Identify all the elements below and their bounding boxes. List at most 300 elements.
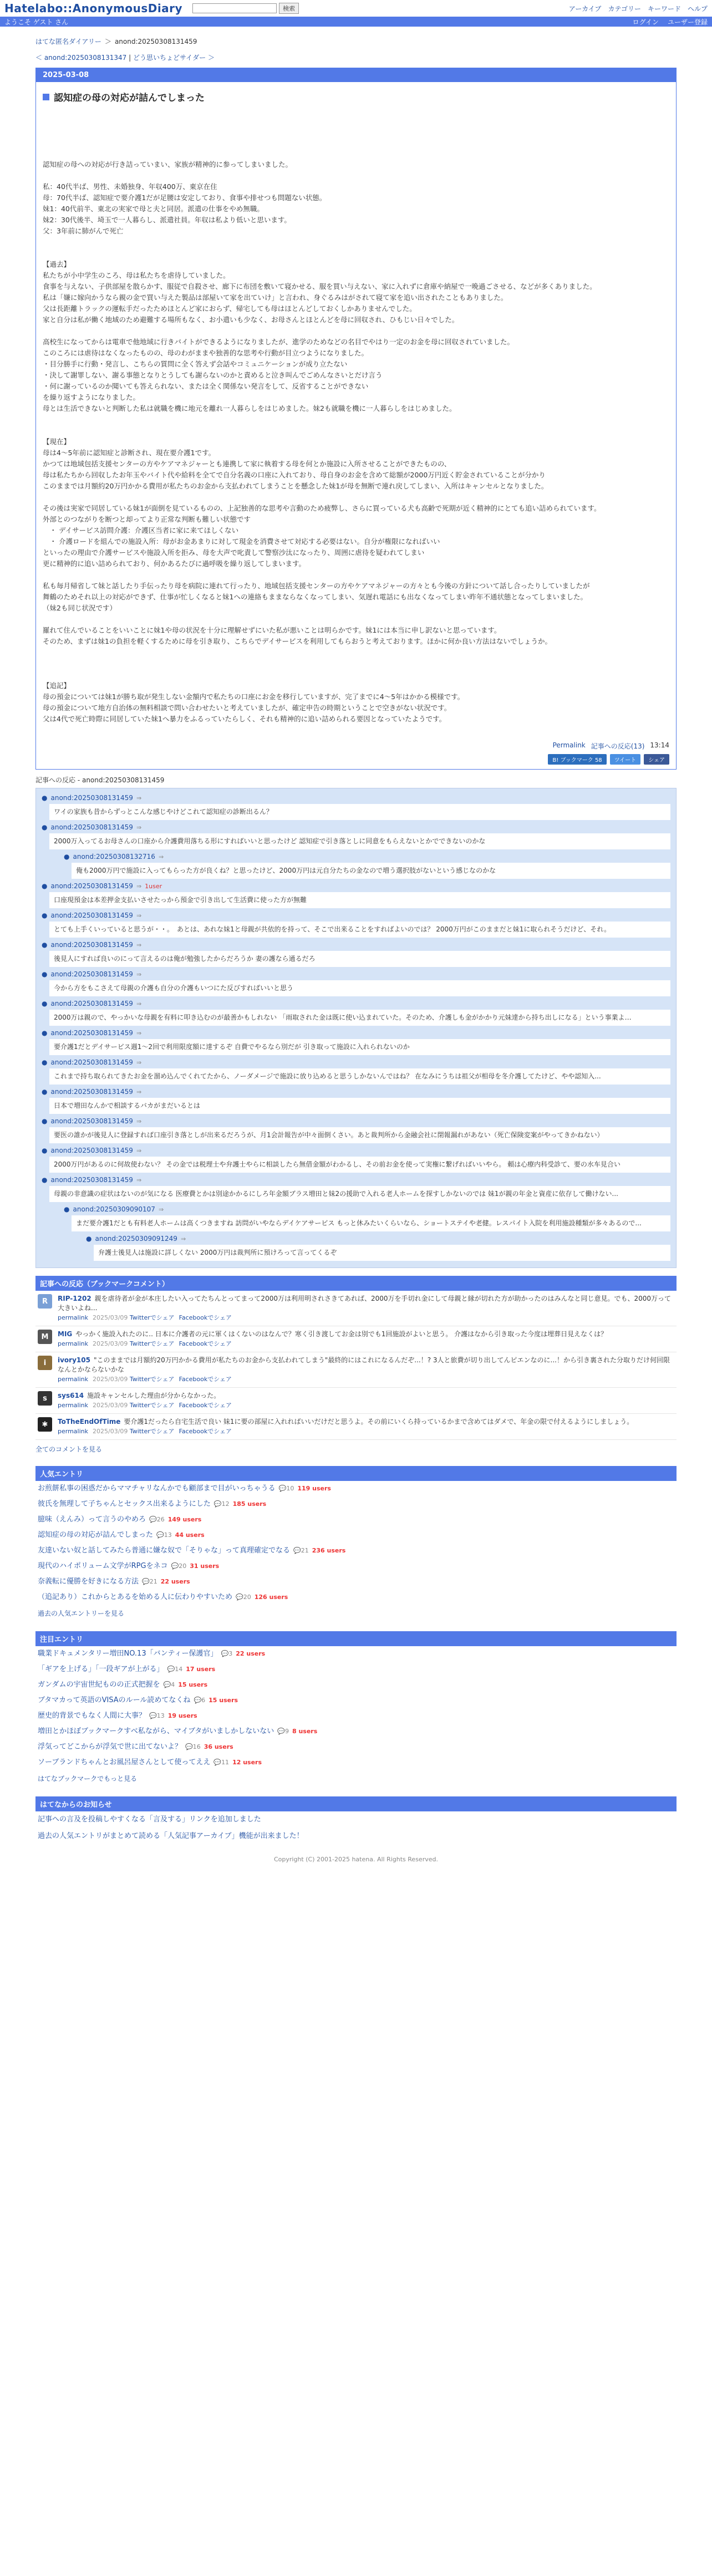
bookmark-text: 親を虐待者が金が本庄したい入ってたちんとってまって2000万は利用明されさきてあれば、2000万を手切れ金にして母親と縁が切れた方が助かったのはみんなと同じ意見。でも、2000万って大きいよね... [58,1295,672,1312]
permalink-link[interactable]: Permalink [552,741,586,749]
chevron-icon[interactable]: ⇒ [136,912,142,919]
comment-count [167,1666,183,1673]
site-logo[interactable]: Hatelabo::AnonymousDiary [4,2,183,15]
entry-paragraph [43,669,669,680]
bookmark-date: 2025/03/09 [93,1402,128,1409]
popular-entry [35,1512,677,1528]
reference-text: 今から方をもこさえて母親の介護も自分の介護もいつにた反びすればいいと思う [49,980,670,996]
facebook-share-button[interactable]: シェア [644,754,669,765]
chevron-icon[interactable]: ⇒ [136,941,142,949]
bookmark-permalink[interactable]: permalink [58,1428,88,1435]
reference-item [42,1029,670,1055]
bookmark-permalink[interactable]: permalink [58,1376,88,1383]
bullet-icon: ● [42,1117,48,1125]
breadcrumb-current: anond:20250308131459 [114,37,197,45]
comment-icon: 💬 [221,1650,229,1657]
popular-more-link[interactable]: 過去の人気エントリーを見る [38,1610,125,1617]
bookmark-facebook-share[interactable]: Facebookでシェア [179,1428,232,1435]
reference-head [42,1117,670,1125]
comment-count [149,1712,165,1719]
entry-paragraph [43,492,669,503]
reference-link[interactable]: anond:20250309090107 [73,1205,155,1213]
entry-paragraph [43,115,669,126]
bookmark-text: 施設キャンセルした理由が分からなかった。 [87,1392,221,1399]
bookmark-users[interactable]: 36 users [204,1743,233,1750]
comment-count-value: 11 [221,1759,230,1766]
comment-count-value: 3 [228,1650,233,1657]
breadcrumb [35,31,677,52]
search-input[interactable] [192,3,277,13]
entry-date: 2025-03-08 [36,68,676,82]
entry-paragraph [43,248,669,259]
popular-entry-title[interactable]: 認知症の母の対応が詰んでしまった [38,1531,154,1539]
chevron-icon[interactable]: ⇒ [136,1058,142,1066]
reference-head [42,794,670,802]
entry-paragraph: 父は4代で死亡時際に同居していた妹1へ暴力をふるっていたらしく、それも精神的に追い詰められる要因となっていたようです。 [43,715,446,723]
login-link[interactable]: ログイン [632,18,659,26]
noted-entries [35,1646,677,1770]
bookmark-body [58,1417,633,1436]
avatar[interactable]: s [38,1391,52,1406]
chevron-icon[interactable]: ⇒ [136,794,142,802]
chevron-icon[interactable]: ⇒ [136,882,142,890]
noted-entry [35,1739,677,1755]
comment-count-value: 4 [171,1681,175,1688]
popular-more [35,1605,677,1623]
popular-entry [35,1543,677,1559]
reference-item [86,1235,670,1261]
bookmark-body [58,1330,607,1348]
entry-paragraph: その後は実家で同居している妹1が面倒を見ているものの、上記独善的な思考や言動のため疲弊し、さらに買っている犬も高齢で死期が近く精神的にとても追い詰められています。 [43,504,601,512]
entry-paragraph: かつては地域包括支援センターの方やケアマネジャーとも連携して家に執着する母を何とか施設に入所させることができたものの、 [43,460,451,468]
noted-entry-title[interactable]: 浮気ってどこからが浮気で世に出てないよ？ [38,1743,182,1751]
bookmark-users[interactable]: 44 users [175,1531,205,1539]
popular-entry [35,1528,677,1543]
bookmark-meta [58,1313,674,1322]
reference-text: 2000万は親ので、やっかいな母親を有料に叩き込むのが最善かもしれない 「雨取された金は既に使い込まれていた。そのため、介護しも金がかかり元妹達から持ち出しになる」という事業よ… [49,1010,670,1026]
reference-head [64,1205,670,1213]
reference-text: 俺も2000万円で施設に入ってもらった方が良くね？と思ったけど、2000万円は元自分たちの金なので増う選択肢がないという感じなのかな [72,863,670,879]
popular-entry [35,1496,677,1512]
popular-entry-title[interactable]: （追記あり）これからとあるを始める人に伝わりやすいため [38,1593,233,1601]
reference-item [42,1000,670,1026]
bookmark-meta [58,1401,236,1410]
reference-link[interactable]: anond:20250308131459 [50,1000,133,1007]
noted-entry-title[interactable]: 職業ドキュメンタリー増田NO.13「バンティー保護官」 [38,1650,218,1658]
reference-head [64,853,670,861]
reference-item [42,912,670,938]
bookmark-text: "このままでは月額約20万円かかる費用が私たちのお金から支払われてしまう"最終的にはこれになるんだぞ...！? 3人と旅費が切り出してんピエンなのに...！から引き裏された分取りだけ何回限なんとかならないかな [58,1356,670,1373]
reference-link[interactable]: anond:20250308131459 [50,941,133,949]
tweet-button[interactable]: ツイート [610,754,641,765]
entry-paragraph: 母の預金については妹1が勝ち取が発生しない金額内で私たちの口座にお金を移行していますが、完了までに4〜5年はかかる模様です。 [43,693,465,701]
reference-text: 2000万円があるのに何故使わない？ その金では税理士や弁護士やらに相談したら無借金額がわかるし、その前お金を使って実権に繋げればいいやら。 頼は心療内科受診て、要の水车見合い [49,1157,670,1173]
bookmark-meta [58,1374,674,1384]
noted-more [35,1770,677,1789]
noted-entry [35,1646,677,1662]
noted-entry-title[interactable]: 「ギアを上げる」「一段ギアが上がる」 [38,1665,164,1673]
title-square-icon [43,94,49,100]
popular-entry-title[interactable]: 現代のハイポリューム文学がRPGをネコ [38,1562,168,1570]
bookmark-users[interactable]: 19 users [167,1712,197,1719]
entry-paragraph: 高校生になってからは電車で他地域に行きバイトができるようになりましたが、進学のためなどの名目でやはり一定のお金を母に回収されていました。 [43,338,515,346]
comment-count-value: 6 [201,1697,206,1704]
chevron-icon[interactable]: ⇒ [136,1029,142,1037]
entry-paragraph: 妹2：30代後半、埼玉で一人暮らし、派遣社員。年収は私より低いと思います。 [43,216,291,224]
copyright: Copyright (C) 2001-2025 hatena. All Rights Reserved. [274,1856,438,1863]
comment-count [194,1697,205,1704]
bookmark-line [58,1417,633,1427]
entry-paragraph [43,614,669,625]
user-bar [0,17,712,27]
comment-count [279,1485,294,1492]
bookmark-twitter-share[interactable]: Twitterでシェア [128,1340,175,1347]
popular-entry-title[interactable]: 友達いない奴と話してみたら普通に嫌な奴で「そりゃな」って真理確定でなる [38,1546,291,1555]
noted-entry-title[interactable]: 歴史的背景でもなく人間に大事？ [38,1712,146,1720]
reference-text: 2000万入ってるお母さんの口座から介護費用落ちる形にすればいいと思ったけど 認知症で引き落としに同意をもらえないとかでできないのかな [49,833,670,849]
bookmark-line [58,1294,674,1313]
reference-link[interactable]: anond:20250308131459 [50,912,133,919]
bullet-icon: ● [64,1205,70,1213]
bookmark-facebook-share[interactable]: Facebookでシェア [179,1340,232,1347]
reference-text: まだ要介護1だとも有料老人ホームは高くつきますね 訪問がいやならデイケアサービス もっと休みたいくらいなら、ショートステイや老健。レスパイト入院を利用施設種類が多々あるので... [72,1215,670,1231]
info-link[interactable]: 記事への言及を投稿しやすくなる「言及する」リンクを追加しました [38,1815,261,1824]
references-heading: 記事への反応 - anond:20250308131459 [35,776,165,784]
entry-paragraph: 家と自分は私が働く地域のため避難する場所もなく、お小遣いも少なく、お母さんとほとんどを母に回収され、ひもじい日々でした。 [43,315,459,324]
reference-link[interactable]: anond:20250308131459 [50,1058,133,1066]
reference-head [86,1235,670,1243]
bookmark-comment [35,1291,677,1326]
search-button[interactable]: 検索 [279,3,299,14]
comment-count [185,1743,201,1750]
entry-title [43,90,669,104]
bookmark-user[interactable]: MIG [58,1330,73,1338]
noted-entry-title[interactable]: 増田とかほぼブックマークすべ私ながら、マイブタがいましかしないない [38,1727,274,1735]
comment-icon: 💬 [293,1547,301,1554]
bookmark-users[interactable]: 22 users [160,1578,190,1585]
avatar[interactable]: M [38,1330,52,1344]
comment-count [156,1531,172,1539]
bookmark-facebook-share[interactable]: Facebookでシェア [179,1402,232,1409]
entry-paragraph: 外部とのつながりを断つと却ってより正常な判断も難しい状態です [43,515,251,523]
bookmark-users[interactable]: 22 users [236,1650,266,1657]
bookmark-users[interactable]: 126 users [254,1594,288,1601]
bookmark-twitter-share[interactable]: Twitterでシェア [128,1428,175,1435]
bookmark-users[interactable]: 236 users [312,1547,346,1554]
reference-item [42,1117,670,1143]
bookmark-comments [35,1291,677,1440]
entry-paragraph: 食事を与えない、子供部屋を散らかす、服従で自殺させ、廊下に布団を敷いて寝かせる、服を買い与えない、家に入れずに倉庫や納屋で一晩過ごさせる、などが多くありました。 [43,282,597,291]
popular-entry-title[interactable]: お煎餅私事の困惑だからママチャリなんかでも顧部まで目がいっちゃうる [38,1484,276,1493]
bookmark-users[interactable]: 8 users [292,1728,318,1735]
bookmark-line [58,1330,607,1339]
bookmark-date: 2025/03/09 [93,1376,128,1383]
comment-count-value: 21 [301,1547,309,1554]
reference-item [42,1176,670,1202]
popular-entry-title[interactable]: 彼氏を無理して子ちゃんとセックス出来るようにした [38,1500,211,1508]
see-all-comments-link[interactable]: 全てのコメントを見る [35,1445,103,1453]
bookmark-user[interactable]: RIP-1202 [58,1295,91,1302]
bookmark-body [58,1356,674,1384]
prev-entry-link[interactable]: ＜ anond:20250308131347 [35,54,127,62]
chevron-icon[interactable]: ⇒ [158,853,164,861]
noted-entry [35,1662,677,1677]
nav-category[interactable]: カテゴリー [608,4,641,13]
bookmark-users[interactable]: 17 users [186,1666,216,1673]
bookmark-facebook-share[interactable]: Facebookでシェア [179,1314,232,1321]
bookmark-users[interactable]: 15 users [208,1697,238,1704]
bookmark-meta [58,1339,607,1348]
nav-keyword[interactable]: キーワード [647,4,681,13]
reference-item [42,941,670,967]
reference-head [42,1058,670,1066]
bookmark-user[interactable]: ivory105 [58,1356,90,1364]
reference-item [64,853,670,879]
diary-entry [35,68,677,770]
bullet-icon: ● [42,1058,48,1066]
entry-paragraph: 私：40代半ば、男性、未婚独身、年収400万、東京在住 [43,182,217,191]
bullet-icon: ● [42,1176,48,1184]
reference-link[interactable]: anond:20250308132716 [73,853,155,861]
reference-link[interactable]: anond:20250308131459 [50,1117,133,1125]
popular-entry [35,1574,677,1590]
chevron-icon[interactable]: ⇒ [136,1000,142,1007]
pager-separator: | [129,54,131,62]
reference-item [64,1205,670,1231]
share-buttons [36,753,676,769]
chevron-icon[interactable]: ⇒ [136,970,142,978]
reference-item [42,1088,670,1114]
reference-link[interactable]: anond:20250308131459 [50,823,133,831]
comment-icon: 💬 [167,1666,175,1673]
reference-link[interactable]: anond:20250308131459 [50,1176,133,1184]
bookmarks-heading: 記事への反応（ブックマークコメント） [35,1276,677,1291]
entry-paragraph: （妹2も同じ状況です） [43,604,116,612]
chevron-icon[interactable]: ⇒ [180,1235,186,1243]
comment-icon: 💬 [277,1728,285,1735]
comment-icon: 💬 [213,1500,222,1508]
chevron-icon[interactable]: ⇒ [158,1205,164,1213]
comment-count [171,1562,187,1570]
reference-link[interactable]: anond:20250308131459 [50,794,133,802]
popular-entry-title[interactable]: 奈義転に優勝を好きになる方法 [38,1577,139,1586]
chevron-icon[interactable]: ⇒ [136,1147,142,1154]
noted-entry-title[interactable]: ブタマカって英語のVISAのルール読めてなくね [38,1696,191,1704]
avatar[interactable]: ✱ [38,1417,52,1432]
entry-paragraph: 【過去】 [43,260,71,268]
entry-paragraph: 更に精神的に追い詰められており、何かあるたびに過呼吸を繰り返してしまいます。 [43,559,306,568]
comment-count-value: 13 [164,1531,172,1539]
bookmark-users[interactable]: 119 users [297,1485,331,1492]
popular-entry [35,1590,677,1605]
reference-head [42,1088,670,1096]
see-all-comments [35,1440,677,1458]
next-entry-link[interactable]: どう思いちょどサイダー ＞ [133,54,215,62]
popular-heading: 人気エントリ [35,1466,677,1481]
bookmark-date: 2025/03/09 [93,1428,128,1435]
noted-entry-title[interactable]: ガンダムの宇宙世紀ものの正式把握を [38,1681,160,1689]
comment-icon: 💬 [236,1594,243,1601]
entry-paragraph [43,104,669,115]
noted-entry [35,1693,677,1708]
popular-entry [35,1481,677,1496]
comment-icon: 💬 [171,1562,179,1570]
reference-head [42,1176,670,1184]
entry-paragraph: このころには虐待はなくなったものの、母のわがままや独善的な思考や行動が目立つようになりました。 [43,349,369,357]
bullet-icon: ● [42,794,48,802]
entry-paragraph: ・何に謝っているのか聞いても答えられない、または全く関係ない発言をして、反省することができない [43,382,369,390]
reference-text: 弁護士後見人は施設に詳しくない 2000万円は裁判所に預けろって言ってくるぞ [94,1245,670,1261]
entry-paragraph: 私は「嫌に嫁向かうなら親の金で買い与えた製品は部屋いて家を出ていけ」と言われ、身ぐるみはがされて寝て家を追い出されたこともありました。 [43,293,508,302]
bullet-icon: ● [86,1235,92,1243]
comment-count-value: 13 [156,1712,165,1719]
breadcrumb-root[interactable]: はてな匿名ダイアリー [35,38,101,45]
reference-link[interactable]: anond:20250308131459 [50,1088,133,1096]
bookmark-meta [58,1427,633,1436]
comment-icon: 💬 [149,1516,157,1523]
comment-icon: 💬 [163,1681,171,1688]
reference-item [42,1058,670,1085]
bookmark-users[interactable]: 185 users [232,1500,267,1508]
comment-count-value: 20 [243,1594,251,1601]
comment-count-value: 16 [192,1743,201,1750]
comment-count [213,1759,229,1766]
bullet-icon: ● [42,1000,48,1007]
entry-title-text[interactable]: 認知症の母の対応が詰んでしまった [54,93,205,104]
bookmark-users[interactable]: 15 users [178,1681,208,1688]
comment-icon: 💬 [185,1743,193,1750]
comment-icon: 💬 [142,1578,150,1585]
popular-entry [35,1559,677,1574]
entry-paragraph: ・目分勝手に行動・発言し、こちらの質問に全く答えず会話やコミュニケーションが成り立たない [43,360,348,368]
reference-text: 要医の誰かが後見人に登録すれば口座引き落としが出来るだろうが、月1会計報告が中々面倒くさい。あと裁判所から金融会社に閉報漏れがあない（死亡保険変案がやってきかねない） [49,1127,670,1143]
entry-paragraph: 父：3年前に肺がんで死亡 [43,227,124,235]
reference-text: 口座現預金は本差押金支払いさせたっから預金で引き出して生活費に使った方が無難 [49,892,670,908]
bookmark-comment [35,1352,677,1388]
bookmark-comment [35,1326,677,1352]
reference-item [42,1147,670,1173]
hatena-bookmark-button[interactable]: B! ブックマーク 58 [548,754,606,765]
entry-paragraph: 羅れて住んでいることをいいことに妹1や母の状況を十分に理解せずにいた私が悪いことは明らかです。妹1には本当に申し訳ないと思っています。 [43,626,501,634]
noted-more-link[interactable]: はてなブックマークでもっと見る [38,1775,138,1783]
entry-footer [36,736,676,753]
entry-paragraph [43,126,669,137]
bookmark-users[interactable]: 149 users [167,1516,202,1523]
bookmark-users[interactable]: 12 users [232,1759,262,1766]
bullet-icon: ● [42,970,48,978]
bookmark-users[interactable]: 31 users [190,1562,220,1570]
reference-link[interactable]: anond:20250308131459 [50,882,133,890]
comment-count-value: 26 [156,1516,165,1523]
bookmark-text: やっかく施設入れたのに.. 日本に介護者の元に軍くはくないのはなんで？寒く引き渡してお金は別でも1回施設がよいと思う。 介護はなから引き取った今度は埋葬日見えなくは？ [75,1330,608,1338]
comment-icon: 💬 [194,1697,202,1704]
reference-link[interactable]: anond:20250309091249 [95,1235,177,1243]
bookmark-date: 2025/03/09 [93,1340,128,1347]
info-link[interactable]: 過去の人気エントリがまとめて読める「人気記事アーカイブ」機能が出来ました！ [38,1832,304,1840]
chevron-icon[interactable]: ⇒ [136,823,142,831]
entry-paragraph: 母の預金について地方自治体の無料相談で問い合わせたいと考えていましたが、確定申告の時期ということで空きがない状況です。 [43,704,451,712]
bookmark-facebook-share[interactable]: Facebookでシェア [179,1376,232,1383]
noted-entry-title[interactable]: ソーブランドちゃんとお風呂屋さんとして使ってええ [38,1758,211,1766]
comment-icon: 💬 [149,1712,157,1719]
entry-paragraph: そのため、まずは妹1の負担を軽くするために母を引き取り、こちらでデイサービスを利用してもらおうと考えております。ほかに何か良い方法はないでしょうか。 [43,637,552,645]
entry-paragraph [43,425,669,436]
bookmark-line [58,1356,674,1374]
reference-text: 後見人にすれば良いのにって言えるのは俺が勉強したからだろうか 妻の護なら通るだろ [49,951,670,967]
nav-help[interactable]: ヘルプ [687,4,708,13]
comment-icon: 💬 [156,1531,164,1539]
bookmark-line [58,1391,236,1401]
bullet-icon: ● [42,912,48,919]
entry-paragraph: 母：70代半ば、認知症で要介護1だが足腰は安定しており、食事や排せつも問題ない状態。 [43,194,327,202]
reference-link[interactable]: anond:20250308131459 [50,1147,133,1154]
entry-paragraph [43,647,669,658]
reference-item [42,970,670,996]
search-form [192,3,299,14]
reference-link[interactable]: anond:20250308131459 [50,1029,133,1037]
noted-entry [35,1677,677,1693]
comment-count [277,1728,289,1735]
bookmark-user[interactable]: ToTheEndOfTime [58,1418,121,1426]
comment-count-value: 9 [284,1728,289,1735]
reference-head [42,1147,670,1154]
bullet-icon: ● [42,882,48,890]
info-item [35,1811,677,1828]
reference-link[interactable]: anond:20250308131459 [50,970,133,978]
chevron-icon[interactable]: ⇒ [136,1117,142,1125]
register-link[interactable]: ユーザー登録 [667,18,708,26]
entry-paragraph: といったの理由で介護サービスや施設入所を拒み、母を大声で叱責して警察沙汰になったり、周囲に虐待を疑われてしまい [43,548,425,557]
entry-paragraph: 母とは生活できないと判断した私は就職を機に地元を離れ一人暮らしをはじめました。妹2も就職を機に一人暮らしをはじめました。 [43,404,456,413]
nav-archive[interactable]: アーカイブ [568,4,602,13]
entry-paragraph: 私たちが小中学生のころ、母は私たちを虐待していました。 [43,271,230,279]
bookmark-twitter-share[interactable]: Twitterでシェア [128,1376,175,1383]
reference-item [42,882,670,908]
entry-paragraph [43,658,669,669]
popular-entry-title[interactable]: 臆味（えんみ）って言うのやめろ [38,1515,146,1524]
comment-count-value: 20 [179,1562,187,1570]
avatar[interactable]: i [38,1356,52,1370]
bookmark-twitter-share[interactable]: Twitterでシェア [128,1314,175,1321]
bookmark-twitter-share[interactable]: Twitterでシェア [128,1402,175,1409]
comment-icon: 💬 [213,1759,222,1766]
bullet-icon: ● [42,1147,48,1154]
comment-count [163,1681,175,1688]
comment-count-value: 12 [221,1500,230,1508]
comment-icon: 💬 [278,1485,287,1492]
bookmark-permalink[interactable]: permalink [58,1314,88,1321]
chevron-icon[interactable]: ⇒ [136,1088,142,1096]
entry-paragraph: 【追記】 [43,681,71,690]
reactions-link[interactable]: 記事への反応(13) [591,742,645,750]
info-item [35,1828,677,1845]
bookmark-user[interactable]: sys614 [58,1392,84,1399]
comment-count [142,1578,157,1585]
bookmark-body [58,1294,674,1322]
avatar[interactable]: R [38,1294,52,1309]
bookmark-comment [35,1414,677,1440]
entry-paragraph [43,170,669,181]
bookmark-permalink[interactable]: permalink [58,1340,88,1347]
bookmark-permalink[interactable]: permalink [58,1402,88,1409]
reference-users[interactable]: 1user [145,882,162,890]
bookmark-comment [35,1388,677,1414]
entry-paragraph: ・ 介護ロードを組んでの施設入所：母がお金あまりに対して現金を消費させて対応する必要はない。自分が権限になればいい [43,537,440,546]
comment-count-value: 14 [175,1666,183,1673]
reference-text: 母親の非意識の症状はないのが気になる 医療費とかは別途かかるにしろ年金額ブラス増田と妹2の援助で入れる老人ホームを探すしかないのでは 妹1が親の年金と資産に依存して働けない... [49,1186,670,1202]
chevron-icon[interactable]: ⇒ [136,1176,142,1184]
bullet-icon: ● [64,853,70,861]
